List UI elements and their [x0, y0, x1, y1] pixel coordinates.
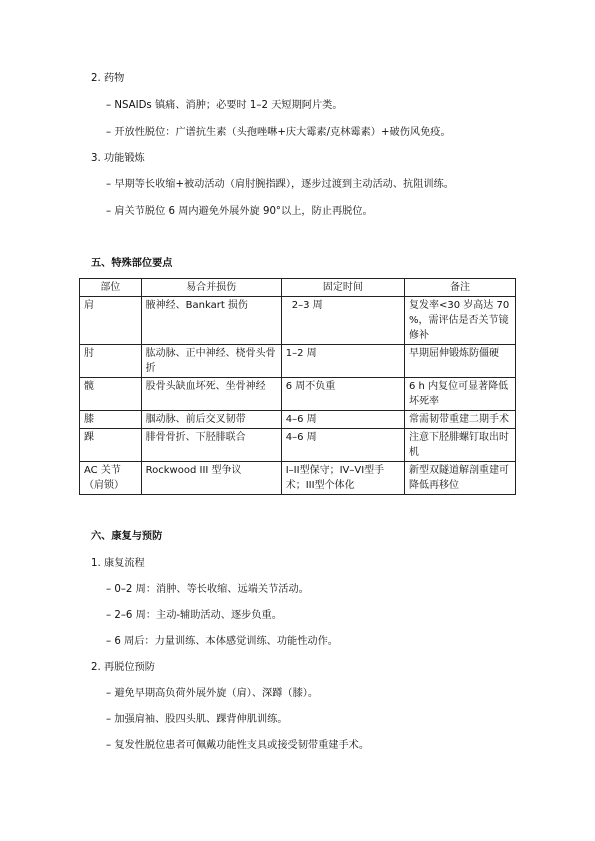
section-title-special-sites: 五、特殊部位要点 — [91, 258, 173, 269]
section-title-rehab: 六、康复与预防 — [91, 531, 163, 542]
table-cell: 肘 — [80, 345, 142, 378]
table-cell: 膝 — [80, 411, 142, 429]
table-cell: 新型双隧道解剖重建可降低再移位 — [405, 462, 516, 495]
table-cell: 肩 — [80, 297, 142, 345]
table-cell: 肱动脉、正中神经、桡骨头骨折 — [141, 345, 281, 378]
item-heading-exercise: 3. 功能锻炼 — [91, 153, 145, 164]
column-header: 固定时间 — [281, 279, 404, 297]
table-cell: 6 h 内复位可显著降低坏死率 — [405, 378, 516, 411]
table-cell: 腋神经、Bankart 损伤 — [141, 297, 281, 345]
table-row — [80, 462, 516, 495]
bullet-item: – 复发性脱位患者可佩戴功能性支具或接受韧带重建手术。 — [106, 740, 370, 751]
bullet-item: – 0–2 周：消肿、等长收缩、远端关节活动。 — [106, 584, 309, 595]
table-header-row — [80, 279, 516, 297]
table-row — [80, 411, 516, 429]
table-cell: Rockwood III 型争议 — [141, 462, 281, 495]
column-header: 部位 — [80, 279, 142, 297]
column-header: 备注 — [405, 279, 516, 297]
bullet-item: – 避免早期高负荷外展外旋（肩）、深蹲（膝）。 — [106, 688, 319, 699]
item-heading-redislocation: 2. 再脱位预防 — [91, 662, 155, 673]
table-cell: I–II型保守；IV–VI型手术；III型个体化 — [281, 462, 404, 495]
item-heading-medication: 2. 药物 — [91, 73, 125, 84]
table-cell: 注意下胫腓螺钉取出时机 — [405, 429, 516, 462]
bullet-item: – 开放性脱位：广谱抗生素（头孢唑啉+庆大霉素/克林霉素）+破伤风免疫。 — [106, 127, 451, 138]
table-cell: 腓骨骨折、下胫腓联合 — [141, 429, 281, 462]
table-row — [80, 429, 516, 462]
table-cell: 踝 — [80, 429, 142, 462]
table-cell: AC 关节（肩锁） — [80, 462, 142, 495]
table-cell: 2–3 周 — [281, 297, 404, 345]
table-row — [80, 345, 516, 378]
bullet-item: – 6 周后：力量训练、本体感觉训练、功能性动作。 — [106, 636, 338, 647]
table-cell: 股骨头缺血坏死、坐骨神经 — [141, 378, 281, 411]
table-cell: 腘动脉、前后交叉韧带 — [141, 411, 281, 429]
table-cell: 6 周不负重 — [281, 378, 404, 411]
bullet-item: – 肩关节脱位 6 周内避免外展外旋 90°以上，防止再脱位。 — [106, 206, 373, 217]
table-cell: 4–6 周 — [281, 411, 404, 429]
table-cell: 4–6 周 — [281, 429, 404, 462]
item-heading-rehab-process: 1. 康复流程 — [91, 558, 145, 569]
bullet-item: – 2–6 周：主动-辅助活动、逐步负重。 — [106, 610, 282, 621]
bullet-item: – NSAIDs 镇痛、消肿；必要时 1–2 天短期阿片类。 — [106, 100, 343, 111]
special-sites-table — [79, 278, 516, 495]
table-cell: 常需韧带重建二期手术 — [405, 411, 516, 429]
bullet-item: – 早期等长收缩+被动活动（肩肘腕指踝），逐步过渡到主动活动、抗阻训练。 — [106, 179, 454, 190]
table-cell: 复发率<30 岁高达 70 %，需评估是否关节镜修补 — [405, 297, 516, 345]
table-cell: 髋 — [80, 378, 142, 411]
table-row — [80, 297, 516, 345]
table-cell: 1–2 周 — [281, 345, 404, 378]
column-header: 易合并损伤 — [141, 279, 281, 297]
table-row — [80, 378, 516, 411]
table-cell: 早期屈伸锻炼防僵硬 — [405, 345, 516, 378]
bullet-item: – 加强肩袖、股四头肌、踝背伸肌训练。 — [106, 714, 288, 725]
